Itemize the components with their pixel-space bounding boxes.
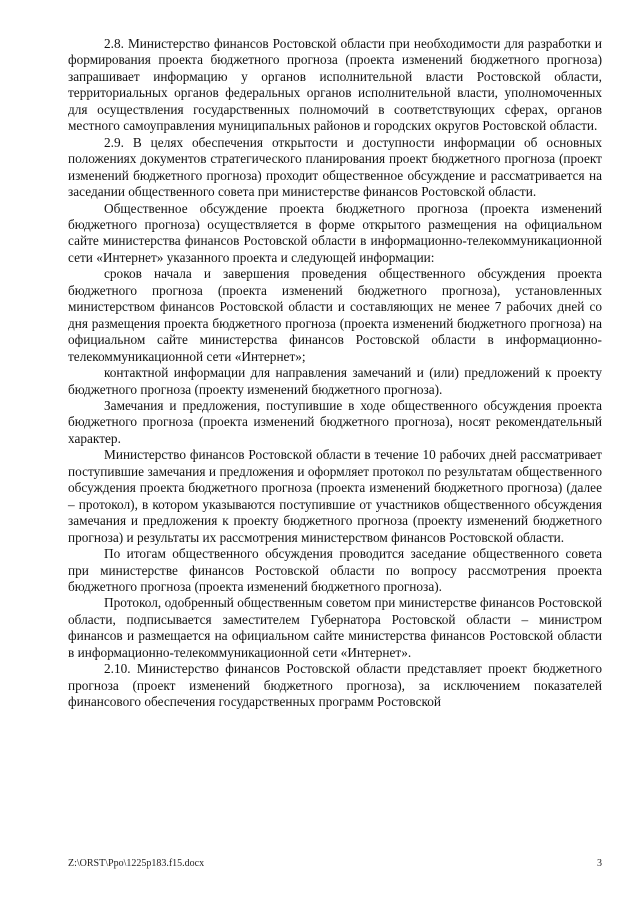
paragraph-2-10: 2.10. Министерство финансов Ростовской области представляет проект бюджетного прогноза (проект изменений бюджетного прогноза), за исключением показателей финансового обеспечения государственных программ Ростовской — [68, 661, 602, 710]
paragraph-2-9: 2.9. В целях обеспечения открытости и доступности информации об основных положениях документов стратегического планирования проект бюджетного прогноза (проект изменений бюджетного прогноза) проходит общественное обсуждение и рассматривается на заседании общественного совета при министерстве финансов Ростовской области. — [68, 134, 602, 200]
paragraph-protocol: Министерство финансов Ростовской области в течение 10 рабочих дней рассматривает поступившие замечания и предложения и оформляет протокол по результатам общественного обсуждения проекта бюджетного прогноза (проекта изменений бюджетного прогноза) (далее – протокол), в котором указываются поступившие от участников общественного обсуждения замечания и предложения к проекту бюджетного прогноза (проекту изменений бюджетного прогноза) и результаты их рассмотрения министерством финансов Ростовской области. — [68, 447, 602, 545]
paragraph-2-8: 2.8. Министерство финансов Ростовской области при необходимости для разработки и формирования проекта бюджетного прогноза (проекта изменений бюджетного прогноза) запрашивает информацию у органов исполнительной власти Ростовской области, территориальных органов федеральных органов исполнительной власти, уполномоченных для осуществления государственных полномочий в соответствующих сферах, органов местного самоуправления муниципальных районов и городских округов Ростовской области. — [68, 36, 602, 134]
paragraph-protocol-approval: Протокол, одобренный общественным советом при министерстве финансов Ростовской области, подписывается заместителем Губернатора Ростовской области – министром финансов и размещается на официальном сайте министерства финансов Ростовской области в информационно-телекоммуникационной сети «Интернет». — [68, 595, 602, 660]
paragraph-council-meeting: По итогам общественного обсуждения проводится заседание общественного совета при министерстве финансов Ростовской области по вопросу рассмотрения проекта бюджетного прогноза (проекта изменений бюджетного прогноза). — [68, 546, 602, 594]
document-body — [68, 36, 602, 711]
paragraph-public-discussion: Общественное обсуждение проекта бюджетного прогноза (проекта изменений бюджетного прогноза) осуществляется в форме открытого размещения на официальном сайте министерства финансов Ростовской области в информационно-телекоммуникационной сети «Интернет» указанного проекта и следующей информации: — [68, 200, 602, 265]
file-path: Z:\ORST\Ppo\1225p183.f15.docx — [68, 858, 205, 869]
paragraph-remarks: Замечания и предложения, поступившие в ходе общественного обсуждения проекта бюджетного прогноза (проекта изменений бюджетного прогноза), носят рекомендательный характер. — [68, 397, 602, 446]
page-number: 3 — [597, 858, 602, 869]
paragraph-contact-info: контактной информации для направления замечаний и (или) предложений к проекту бюджетного прогноза (проекту изменений бюджетного прогноза). — [68, 365, 602, 397]
paragraph-discussion-terms: сроков начала и завершения проведения общественного обсуждения проекта бюджетного прогноза (проекта изменений бюджетного прогноза), установленных министерством финансов Ростовской области и составляющих не менее 7 рабочих дней со дня размещения проекта бюджетного прогноза (проекта изменений бюджетного прогноза) на официальном сайте министерства финансов Ростовской области в информационно-телекоммуникационной сети «Интернет»; — [68, 266, 602, 364]
